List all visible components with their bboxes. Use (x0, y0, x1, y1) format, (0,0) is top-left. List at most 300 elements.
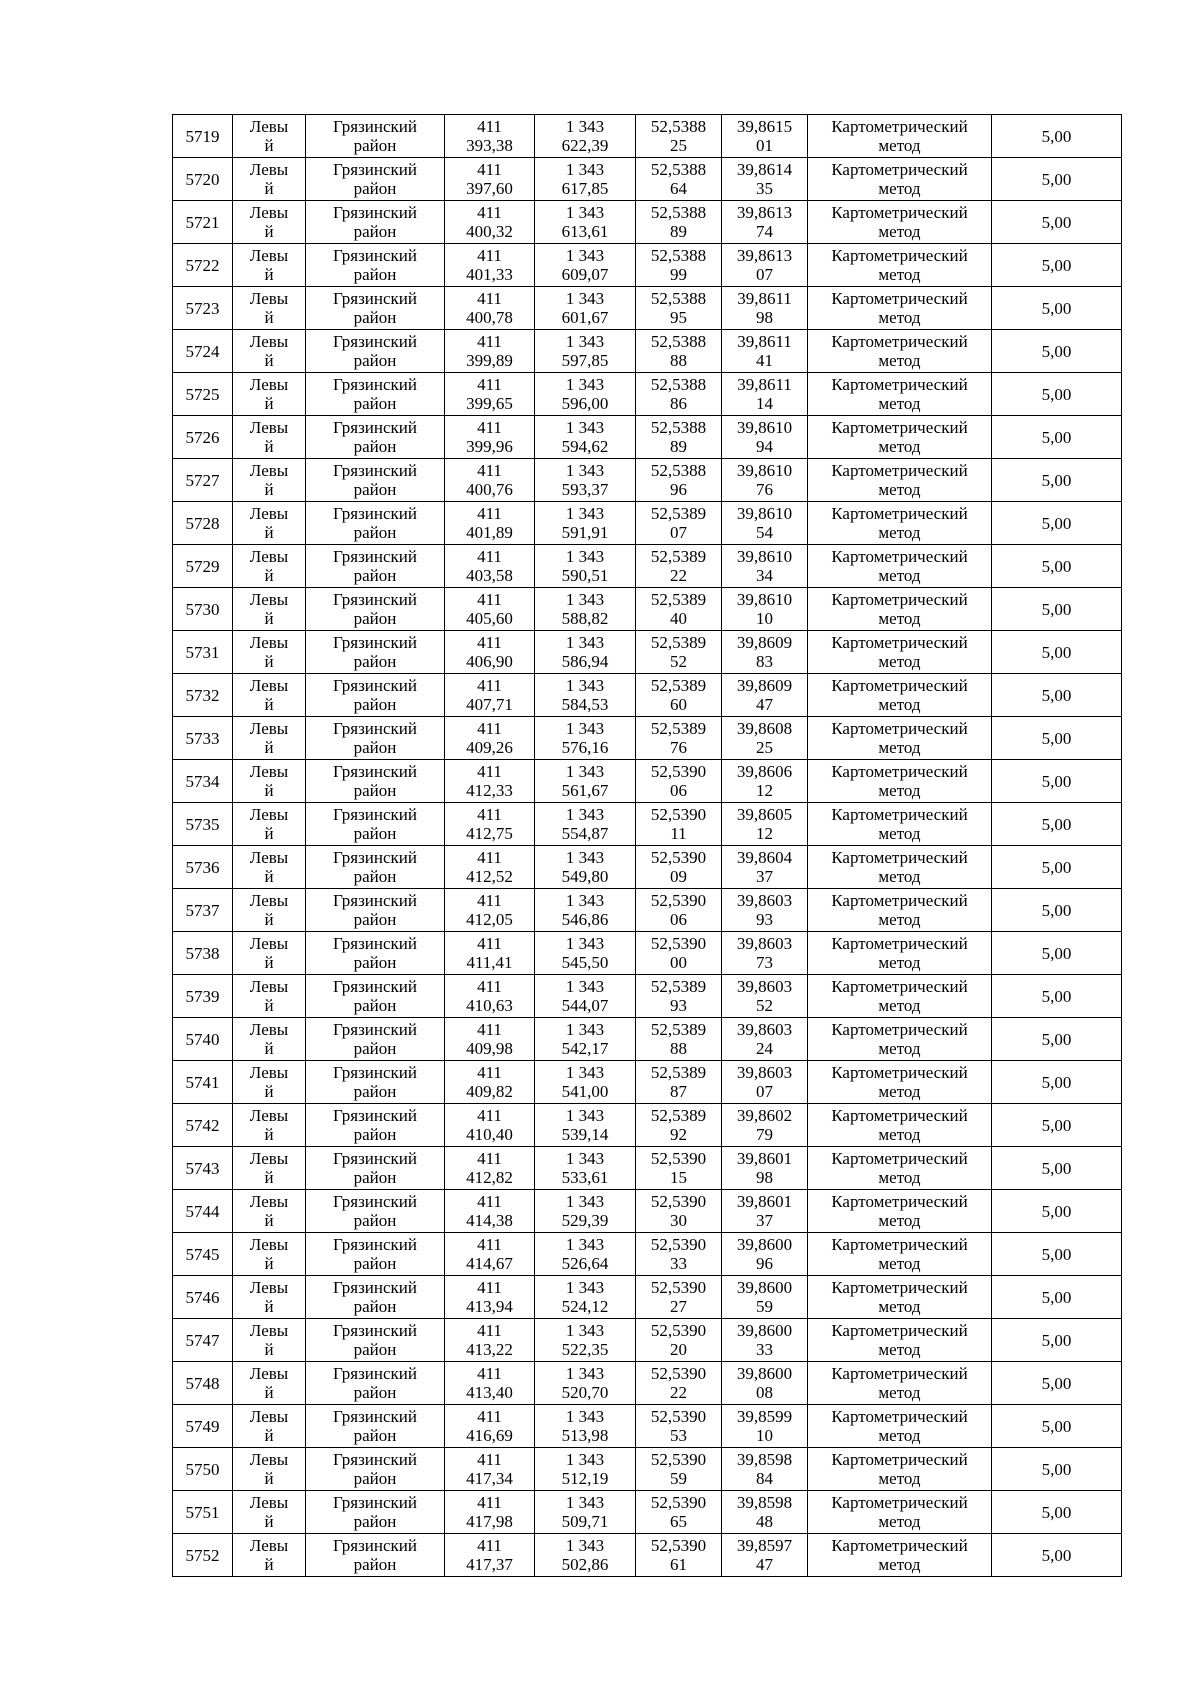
point-number-cell: 5728 (173, 502, 233, 545)
y-line: 591,91 (561, 523, 609, 542)
lon-line: 93 (756, 910, 773, 929)
x-line: 411 (477, 160, 502, 179)
table-row (173, 1233, 1122, 1276)
district-cell (306, 588, 445, 631)
y-line: 597,85 (561, 351, 609, 370)
y-line: 1 343 (565, 590, 605, 609)
accuracy-cell: 5,00 (992, 115, 1122, 158)
bank-side-cell (233, 760, 306, 803)
lon-line: 39,8603 (736, 1063, 793, 1082)
district-line: район (353, 222, 397, 241)
x-line: 411 (477, 1407, 502, 1426)
accuracy-cell: 5,00 (992, 588, 1122, 631)
table-row (173, 1405, 1122, 1448)
side-line: Левы (249, 805, 289, 824)
district-line: район (353, 179, 397, 198)
bank-side-cell (233, 1491, 306, 1534)
point-number-cell: 5741 (173, 1061, 233, 1104)
side-line: Левы (249, 1364, 289, 1383)
longitude-cell (722, 717, 808, 760)
method-line: Картометрический (831, 504, 968, 523)
y-coordinate-cell (535, 760, 636, 803)
side-line: й (264, 1469, 274, 1488)
y-line: 590,51 (561, 566, 609, 585)
method-cell (808, 588, 992, 631)
district-line: Грязинский (333, 1536, 417, 1555)
y-line: 601,67 (561, 308, 609, 327)
district-line: Грязинский (333, 1149, 417, 1168)
longitude-cell (722, 416, 808, 459)
side-line: Левы (249, 504, 289, 523)
side-line: Левы (249, 1493, 289, 1512)
point-number-cell: 5749 (173, 1405, 233, 1448)
method-cell (808, 287, 992, 330)
lat-line: 53 (670, 1426, 687, 1445)
longitude-cell (722, 1448, 808, 1491)
table-row (173, 1319, 1122, 1362)
x-line: 399,89 (466, 351, 513, 370)
side-line: Левы (249, 676, 289, 695)
longitude-cell (722, 1147, 808, 1190)
latitude-cell (636, 1448, 722, 1491)
side-line: Левы (249, 1278, 289, 1297)
y-line: 576,16 (561, 738, 609, 757)
x-coordinate-cell (445, 459, 535, 502)
lat-line: 52,5390 (650, 1149, 707, 1168)
district-cell (306, 803, 445, 846)
district-line: район (353, 437, 397, 456)
lon-line: 48 (756, 1512, 773, 1531)
table-row (173, 1061, 1122, 1104)
longitude-cell (722, 588, 808, 631)
lon-line: 39,8600 (736, 1235, 793, 1254)
method-cell (808, 1276, 992, 1319)
method-cell (808, 631, 992, 674)
lon-line: 39,8610 (736, 461, 793, 480)
method-line: метод (878, 1125, 921, 1144)
longitude-cell (722, 373, 808, 416)
lon-line: 33 (756, 1340, 773, 1359)
method-line: метод (878, 695, 921, 714)
y-line: 539,14 (561, 1125, 609, 1144)
lat-line: 52,5389 (650, 1063, 707, 1082)
table-row (173, 373, 1122, 416)
point-number-cell: 5739 (173, 975, 233, 1018)
side-line: Левы (249, 203, 289, 222)
lat-line: 52,5388 (650, 246, 707, 265)
y-line: 513,98 (561, 1426, 609, 1445)
lon-line: 76 (756, 480, 773, 499)
lon-line: 39,8609 (736, 633, 793, 652)
bank-side-cell (233, 1534, 306, 1577)
lat-line: 52,5390 (650, 891, 707, 910)
method-line: метод (878, 781, 921, 800)
district-line: район (353, 1125, 397, 1144)
point-number-cell: 5737 (173, 889, 233, 932)
point-number-cell: 5723 (173, 287, 233, 330)
method-line: метод (878, 1211, 921, 1230)
accuracy-cell: 5,00 (992, 1405, 1122, 1448)
longitude-cell (722, 975, 808, 1018)
lat-line: 52 (670, 652, 687, 671)
point-number-cell: 5730 (173, 588, 233, 631)
lon-line: 39,8603 (736, 1020, 793, 1039)
latitude-cell (636, 1061, 722, 1104)
district-cell (306, 373, 445, 416)
district-cell (306, 115, 445, 158)
x-line: 417,34 (466, 1469, 513, 1488)
accuracy-cell: 5,00 (992, 373, 1122, 416)
accuracy-cell: 5,00 (992, 244, 1122, 287)
lon-line: 39,8606 (736, 762, 793, 781)
table-row (173, 1448, 1122, 1491)
lon-line: 39,8613 (736, 203, 793, 222)
method-cell (808, 244, 992, 287)
district-cell (306, 1018, 445, 1061)
side-line: Левы (249, 1106, 289, 1125)
y-line: 1 343 (565, 1278, 605, 1297)
district-line: Грязинский (333, 848, 417, 867)
lon-line: 39,8610 (736, 590, 793, 609)
y-coordinate-cell (535, 1534, 636, 1577)
accuracy-cell: 5,00 (992, 1534, 1122, 1577)
method-cell (808, 545, 992, 588)
lat-line: 92 (670, 1125, 687, 1144)
x-line: 411 (477, 805, 502, 824)
lon-line: 39,8603 (736, 891, 793, 910)
longitude-cell (722, 1491, 808, 1534)
table-row (173, 631, 1122, 674)
y-line: 522,35 (561, 1340, 609, 1359)
y-line: 609,07 (561, 265, 609, 284)
district-line: Грязинский (333, 375, 417, 394)
method-line: Картометрический (831, 891, 968, 910)
method-line: метод (878, 179, 921, 198)
district-line: Грязинский (333, 461, 417, 480)
point-number-cell: 5743 (173, 1147, 233, 1190)
x-line: 405,60 (466, 609, 513, 628)
longitude-cell (722, 1534, 808, 1577)
table-row (173, 115, 1122, 158)
point-number-cell: 5752 (173, 1534, 233, 1577)
x-coordinate-cell (445, 631, 535, 674)
method-line: метод (878, 996, 921, 1015)
x-coordinate-cell (445, 1018, 535, 1061)
method-line: Картометрический (831, 289, 968, 308)
point-number-cell: 5742 (173, 1104, 233, 1147)
x-line: 401,89 (466, 523, 513, 542)
lat-line: 52,5389 (650, 633, 707, 652)
lon-line: 39,8611 (737, 289, 792, 308)
lon-line: 39,8615 (736, 117, 793, 136)
side-line: Левы (249, 891, 289, 910)
district-line: район (353, 1426, 397, 1445)
bank-side-cell (233, 717, 306, 760)
method-cell (808, 373, 992, 416)
longitude-cell (722, 1018, 808, 1061)
point-number-cell: 5725 (173, 373, 233, 416)
longitude-cell (722, 932, 808, 975)
method-cell (808, 932, 992, 975)
x-coordinate-cell (445, 1491, 535, 1534)
district-line: Грязинский (333, 1278, 417, 1297)
point-number-cell: 5734 (173, 760, 233, 803)
y-coordinate-cell (535, 1319, 636, 1362)
x-line: 411 (477, 719, 502, 738)
accuracy-cell: 5,00 (992, 1147, 1122, 1190)
bank-side-cell (233, 545, 306, 588)
y-coordinate-cell (535, 975, 636, 1018)
x-line: 411 (477, 1493, 502, 1512)
bank-side-cell (233, 1405, 306, 1448)
accuracy-cell: 5,00 (992, 1319, 1122, 1362)
lat-line: 99 (670, 265, 687, 284)
district-cell (306, 244, 445, 287)
lon-line: 47 (756, 1555, 773, 1574)
x-line: 411 (477, 762, 502, 781)
method-line: метод (878, 566, 921, 585)
method-line: Картометрический (831, 1278, 968, 1297)
table-row (173, 889, 1122, 932)
bank-side-cell (233, 1018, 306, 1061)
side-line: й (264, 437, 274, 456)
y-line: 1 343 (565, 160, 605, 179)
lon-line: 37 (756, 1211, 773, 1230)
district-cell (306, 1276, 445, 1319)
lon-line: 74 (756, 222, 773, 241)
bank-side-cell (233, 158, 306, 201)
y-line: 533,61 (561, 1168, 609, 1187)
x-coordinate-cell (445, 373, 535, 416)
accuracy-cell: 5,00 (992, 459, 1122, 502)
y-coordinate-cell (535, 631, 636, 674)
district-line: район (353, 1039, 397, 1058)
longitude-cell (722, 502, 808, 545)
table-row (173, 459, 1122, 502)
y-line: 1 343 (565, 418, 605, 437)
y-line: 594,62 (561, 437, 609, 456)
y-coordinate-cell (535, 416, 636, 459)
lat-line: 52,5390 (650, 1364, 707, 1383)
method-cell (808, 1190, 992, 1233)
x-line: 409,98 (466, 1039, 513, 1058)
district-cell (306, 1534, 445, 1577)
side-line: Левы (249, 590, 289, 609)
method-line: метод (878, 1082, 921, 1101)
lat-line: 52,5389 (650, 719, 707, 738)
point-number-cell: 5750 (173, 1448, 233, 1491)
side-line: й (264, 265, 274, 284)
bank-side-cell (233, 1448, 306, 1491)
bank-side-cell (233, 588, 306, 631)
side-line: й (264, 1512, 274, 1531)
y-line: 617,85 (561, 179, 609, 198)
latitude-cell (636, 588, 722, 631)
district-cell (306, 545, 445, 588)
x-line: 416,69 (466, 1426, 513, 1445)
y-line: 588,82 (561, 609, 609, 628)
method-line: метод (878, 437, 921, 456)
lat-line: 40 (670, 609, 687, 628)
point-number-cell: 5748 (173, 1362, 233, 1405)
y-line: 1 343 (565, 1536, 605, 1555)
point-number-cell: 5738 (173, 932, 233, 975)
point-number-cell: 5720 (173, 158, 233, 201)
latitude-cell (636, 1534, 722, 1577)
accuracy-cell: 5,00 (992, 502, 1122, 545)
x-coordinate-cell (445, 1104, 535, 1147)
side-line: Левы (249, 633, 289, 652)
lon-line: 39,8599 (736, 1407, 793, 1426)
district-line: район (353, 824, 397, 843)
lon-line: 39,8611 (737, 375, 792, 394)
side-line: й (264, 1426, 274, 1445)
accuracy-cell: 5,00 (992, 846, 1122, 889)
x-coordinate-cell (445, 803, 535, 846)
district-cell (306, 502, 445, 545)
side-line: Левы (249, 332, 289, 351)
latitude-cell (636, 158, 722, 201)
y-line: 561,67 (561, 781, 609, 800)
district-line: Грязинский (333, 762, 417, 781)
side-line: й (264, 222, 274, 241)
side-line: й (264, 1039, 274, 1058)
y-line: 1 343 (565, 1235, 605, 1254)
lat-line: 93 (670, 996, 687, 1015)
method-line: метод (878, 824, 921, 843)
x-line: 401,33 (466, 265, 513, 284)
lon-line: 39,8603 (736, 934, 793, 953)
bank-side-cell (233, 287, 306, 330)
y-line: 1 343 (565, 1149, 605, 1168)
y-coordinate-cell (535, 1190, 636, 1233)
method-line: метод (878, 394, 921, 413)
district-cell (306, 631, 445, 674)
accuracy-cell: 5,00 (992, 1061, 1122, 1104)
y-line: 1 343 (565, 246, 605, 265)
lat-line: 33 (670, 1254, 687, 1273)
district-line: Грязинский (333, 1063, 417, 1082)
x-coordinate-cell (445, 1233, 535, 1276)
district-line: район (353, 1254, 397, 1273)
method-line: метод (878, 1426, 921, 1445)
district-line: район (353, 695, 397, 714)
lon-line: 39,8609 (736, 676, 793, 695)
lat-line: 52,5390 (650, 1192, 707, 1211)
side-line: Левы (249, 977, 289, 996)
district-line: район (353, 1555, 397, 1574)
lon-line: 08 (756, 1383, 773, 1402)
accuracy-cell: 5,00 (992, 1448, 1122, 1491)
table-body (173, 115, 1122, 1577)
lat-line: 06 (670, 781, 687, 800)
latitude-cell (636, 287, 722, 330)
x-line: 417,37 (466, 1555, 513, 1574)
side-line: Левы (249, 117, 289, 136)
accuracy-cell: 5,00 (992, 717, 1122, 760)
method-line: Картометрический (831, 977, 968, 996)
accuracy-cell: 5,00 (992, 975, 1122, 1018)
lon-line: 12 (756, 824, 773, 843)
side-line: Левы (249, 418, 289, 437)
x-coordinate-cell (445, 1362, 535, 1405)
table-row (173, 330, 1122, 373)
district-line: район (353, 996, 397, 1015)
longitude-cell (722, 674, 808, 717)
side-line: й (264, 1555, 274, 1574)
table-row (173, 717, 1122, 760)
lat-line: 52,5390 (650, 762, 707, 781)
point-number-cell: 5732 (173, 674, 233, 717)
district-line: район (353, 1297, 397, 1316)
y-line: 1 343 (565, 719, 605, 738)
district-line: Грязинский (333, 590, 417, 609)
x-line: 411 (477, 289, 502, 308)
side-line: й (264, 179, 274, 198)
method-line: Картометрический (831, 1149, 968, 1168)
method-line: Картометрический (831, 1321, 968, 1340)
latitude-cell (636, 1405, 722, 1448)
x-line: 406,90 (466, 652, 513, 671)
y-line: 545,50 (561, 953, 609, 972)
point-number-cell: 5733 (173, 717, 233, 760)
x-coordinate-cell (445, 975, 535, 1018)
district-cell (306, 459, 445, 502)
x-line: 397,60 (466, 179, 513, 198)
longitude-cell (722, 803, 808, 846)
method-line: метод (878, 1297, 921, 1316)
y-line: 1 343 (565, 977, 605, 996)
accuracy-cell: 5,00 (992, 1190, 1122, 1233)
bank-side-cell (233, 416, 306, 459)
district-line: Грязинский (333, 934, 417, 953)
longitude-cell (722, 631, 808, 674)
latitude-cell (636, 803, 722, 846)
y-coordinate-cell (535, 115, 636, 158)
side-line: Левы (249, 160, 289, 179)
side-line: й (264, 1297, 274, 1316)
method-line: метод (878, 265, 921, 284)
method-line: Картометрический (831, 246, 968, 265)
lat-line: 11 (670, 824, 687, 843)
y-line: 1 343 (565, 332, 605, 351)
district-line: район (353, 1469, 397, 1488)
method-line: Картометрический (831, 461, 968, 480)
side-line: Левы (249, 719, 289, 738)
method-cell (808, 158, 992, 201)
longitude-cell (722, 115, 808, 158)
lat-line: 52,5388 (650, 375, 707, 394)
x-coordinate-cell (445, 1147, 535, 1190)
y-line: 1 343 (565, 891, 605, 910)
bank-side-cell (233, 1061, 306, 1104)
y-coordinate-cell (535, 1491, 636, 1534)
x-line: 411 (477, 1235, 502, 1254)
method-cell (808, 1147, 992, 1190)
x-coordinate-cell (445, 416, 535, 459)
y-coordinate-cell (535, 330, 636, 373)
bank-side-cell (233, 1147, 306, 1190)
method-line: Картометрический (831, 1063, 968, 1082)
lat-line: 52,5389 (650, 547, 707, 566)
longitude-cell (722, 846, 808, 889)
y-line: 541,00 (561, 1082, 609, 1101)
method-line: метод (878, 1383, 921, 1402)
district-cell (306, 1104, 445, 1147)
district-line: район (353, 1512, 397, 1531)
lon-line: 98 (756, 1168, 773, 1187)
latitude-cell (636, 1362, 722, 1405)
